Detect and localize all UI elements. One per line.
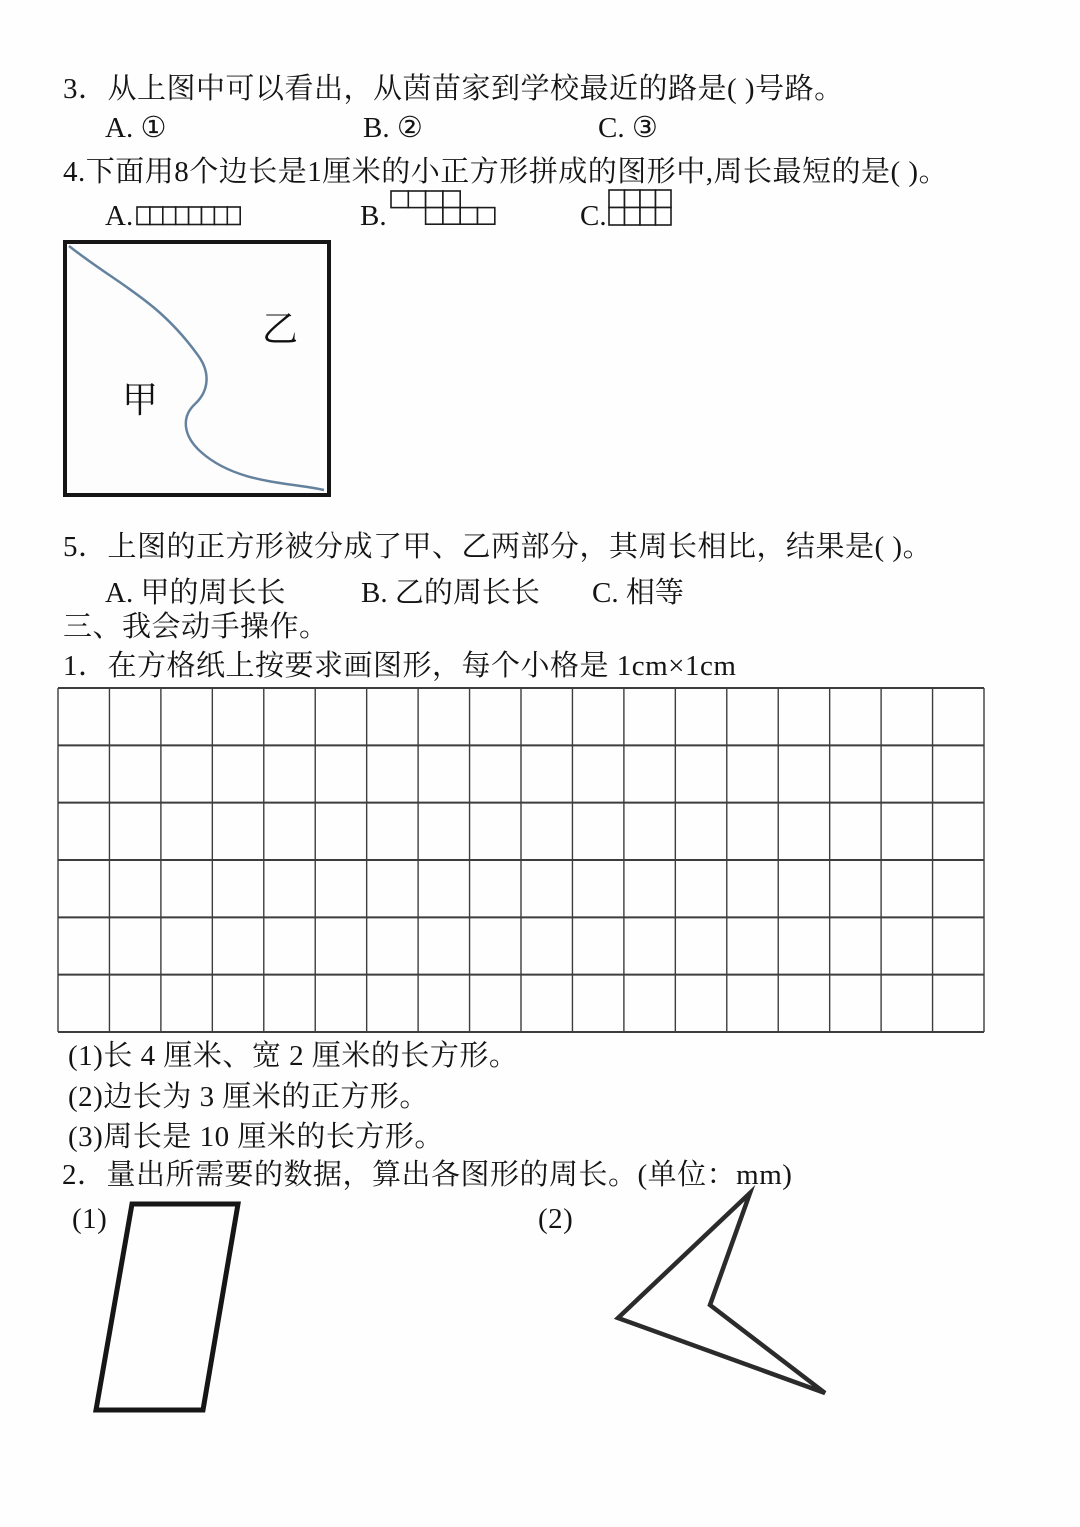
parallelogram-figure [88,1196,248,1418]
question-3-text: 3．从上图中可以看出，从茵苗家到学校最近的路是( )号路。 [63,73,844,105]
subitem-2: (2)边长为 3 厘米的正方形。 [68,1081,429,1113]
square-curve-figure [63,240,331,497]
subitem-3: (3)周长是 10 厘米的长方形。 [68,1121,444,1153]
question-5-text: 5．上图的正方形被分成了甲、乙两部分，其周长相比，结果是( )。 [63,531,933,563]
task-2-text: 2．量出所需要的数据，算出各图形的周长。(单位：mm) [62,1159,793,1191]
dividing-curve [67,244,327,493]
q4-option-a-label: A. [105,200,134,232]
task-1-text: 1．在方格纸上按要求画图形，每个小格是 1cm×1cm [63,650,737,682]
figure-2-label: (2) [538,1203,574,1235]
label-yi: 乙 [262,309,299,349]
q5-option-a: A. 甲的周长长 [105,577,286,609]
question-4-text: 4.下面用8个边长是1厘米的小正方形拼成的图形中,周长最短的是( )。 [63,156,949,188]
dart-figure [598,1184,838,1400]
grid-paper [57,687,985,1033]
q4-figure-a [136,206,242,227]
q3-option-b: B. ② [363,112,423,144]
label-jia: 甲 [122,380,159,420]
section-3-title: 三、我会动手操作。 [63,611,329,643]
q5-option-c: C. 相等 [592,577,684,609]
figure-1-label: (1) [72,1203,108,1235]
q4-option-c-label: C. [580,200,607,232]
grid-paper-container [57,687,985,1038]
q4-option-b-label: B. [360,200,387,232]
q3-option-c: C. ③ [598,112,658,144]
q4-figure-c [608,189,673,227]
q4-figure-b [390,190,497,226]
q5-option-b: B. 乙的周长长 [361,577,540,609]
q3-option-a: A. ① [105,112,167,144]
subitem-1: (1)长 4 厘米、宽 2 厘米的长方形。 [68,1040,519,1072]
